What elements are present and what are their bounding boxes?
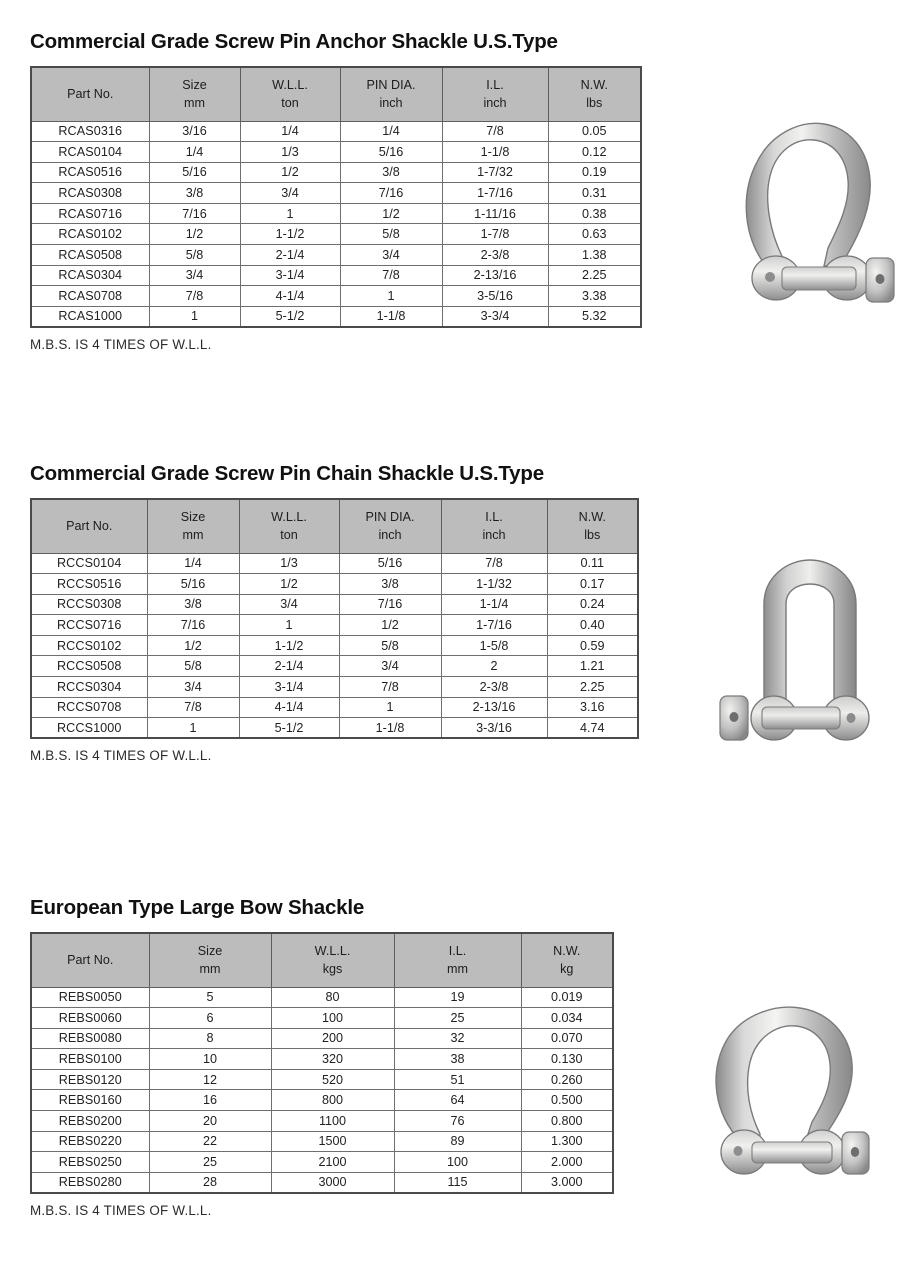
column-header-nw: N.W. lbs [548,67,641,121]
table-cell: 5/16 [149,162,240,183]
table-cell: 7/16 [147,615,239,636]
table-cell: 3/4 [147,677,239,698]
table-cell: 1100 [271,1111,394,1132]
table-cell: 1500 [271,1131,394,1152]
table-cell: 0.019 [521,987,613,1008]
table-cell: 1-1/8 [442,142,548,163]
table-cell: 51 [394,1069,521,1090]
anchor-shackle-photo [704,88,904,313]
table-cell: REBS0280 [31,1172,149,1193]
column-header-wll: W.L.L. ton [239,499,339,553]
section-title: European Type Large Bow Shackle [30,896,365,919]
table-cell: 6 [149,1008,271,1029]
table-cell: 1/2 [147,635,239,656]
table-cell: 1/3 [239,553,339,574]
table-row [31,1028,613,1049]
table-row [31,183,641,204]
table-cell: 3-3/16 [441,718,547,739]
table-row [31,1049,613,1070]
table-cell: RCAS0316 [31,121,149,142]
table-cell: RCAS0708 [31,286,149,307]
table-cell: 2-3/8 [442,245,548,266]
table-cell: REBS0100 [31,1049,149,1070]
table-cell: 0.034 [521,1008,613,1029]
table-cell: 1-7/16 [441,615,547,636]
table-cell: 1/2 [339,615,441,636]
table-cell: 2.25 [547,677,638,698]
table-cell: 4.74 [547,718,638,739]
table-cell: 0.38 [548,203,641,224]
table-cell: 800 [271,1090,394,1111]
table-cell: 1/4 [147,553,239,574]
table-cell: REBS0120 [31,1069,149,1090]
table-cell: 1.300 [521,1131,613,1152]
table-cell: 32 [394,1028,521,1049]
column-header-nw: N.W. kg [521,933,613,987]
table-row [31,121,641,142]
table-footnote: M.B.S. IS 4 TIMES OF W.L.L. [30,336,212,352]
table-cell: 3/8 [147,594,239,615]
table-cell: 5/8 [149,245,240,266]
table-cell: RCCS0304 [31,677,147,698]
section-title: Commercial Grade Screw Pin Anchor Shackle U.S.Type [30,30,558,53]
table-cell: REBS0060 [31,1008,149,1029]
table-cell: 5 [149,987,271,1008]
table-row [31,306,641,327]
table-cell: 20 [149,1111,271,1132]
table-cell: 1 [239,615,339,636]
table-cell: 7/8 [340,265,442,286]
table-cell: 7/8 [147,697,239,718]
column-header-size: Size mm [147,499,239,553]
table-cell: 7/8 [442,121,548,142]
table-cell: 7/8 [149,286,240,307]
table-cell: 3/4 [240,183,340,204]
table-cell: 5/16 [339,553,441,574]
table-cell: RCAS0104 [31,142,149,163]
table-cell: 2.000 [521,1152,613,1173]
table-cell: 2 [441,656,547,677]
table-row [31,224,641,245]
table-cell: 0.500 [521,1090,613,1111]
table-row [31,1008,613,1029]
table-cell: 0.31 [548,183,641,204]
table-row [31,1069,613,1090]
table-cell: 64 [394,1090,521,1111]
table-cell: 3/4 [149,265,240,286]
table-cell: 5/8 [147,656,239,677]
column-header-il: I.L. inch [442,67,548,121]
table-row [31,1090,613,1111]
table-cell: REBS0200 [31,1111,149,1132]
table-cell: 1.38 [548,245,641,266]
table-row [31,203,641,224]
table-cell: 38 [394,1049,521,1070]
table-row [31,162,641,183]
table-cell: 3/8 [340,162,442,183]
table-row [31,677,638,698]
table-cell: RCCS0508 [31,656,147,677]
large-bow-shackle-photo [694,1004,906,1189]
table-cell: 4-1/4 [240,286,340,307]
table-cell: RCCS0716 [31,615,147,636]
column-header-wll: W.L.L. ton [240,67,340,121]
column-header-pin-dia: PIN DIA. inch [340,67,442,121]
table-cell: 12 [149,1069,271,1090]
table-cell: 3.000 [521,1172,613,1193]
table-cell: REBS0080 [31,1028,149,1049]
table-cell: RCCS0308 [31,594,147,615]
table-cell: 1-1/2 [240,224,340,245]
table-cell: RCAS0508 [31,245,149,266]
table-row [31,553,638,574]
table-cell: 1-7/8 [442,224,548,245]
table-cell: 0.070 [521,1028,613,1049]
table-cell: 2-1/4 [239,656,339,677]
table-cell: RCAS0716 [31,203,149,224]
spec-table-large-bow-shackle [30,932,614,1194]
table-cell: 1/2 [239,574,339,595]
table-cell: 5/8 [339,635,441,656]
table-cell: 3/4 [340,245,442,266]
table-cell: 520 [271,1069,394,1090]
column-header-wll: W.L.L. kgs [271,933,394,987]
table-cell: 1-1/8 [340,306,442,327]
table-body [31,121,641,327]
table-cell: 7/16 [149,203,240,224]
table-row [31,656,638,677]
table-cell: 3-5/16 [442,286,548,307]
table-cell: 0.63 [548,224,641,245]
table-cell: RCCS0104 [31,553,147,574]
table-row [31,1172,613,1193]
table-row [31,265,641,286]
table-cell: 10 [149,1049,271,1070]
table-cell: 3.38 [548,286,641,307]
table-cell: REBS0250 [31,1152,149,1173]
column-header-size: Size mm [149,933,271,987]
table-row [31,635,638,656]
table-cell: 5/16 [147,574,239,595]
table-header-row [31,67,641,121]
table-cell: RCCS0102 [31,635,147,656]
table-cell: 1 [340,286,442,307]
table-cell: 2-13/16 [442,265,548,286]
table-cell: 1 [149,306,240,327]
table-row [31,574,638,595]
table-cell: 0.12 [548,142,641,163]
table-cell: 1/2 [240,162,340,183]
table-cell: RCAS0516 [31,162,149,183]
table-cell: 320 [271,1049,394,1070]
table-cell: 1/4 [149,142,240,163]
table-cell: 0.24 [547,594,638,615]
table-cell: RCAS0308 [31,183,149,204]
table-cell: 100 [271,1008,394,1029]
column-header-part-no: Part No. [31,933,149,987]
column-header-size: Size mm [149,67,240,121]
table-cell: 5.32 [548,306,641,327]
table-cell: 0.05 [548,121,641,142]
column-header-nw: N.W. lbs [547,499,638,553]
table-cell: 89 [394,1131,521,1152]
table-cell: 1.21 [547,656,638,677]
table-cell: RCAS0102 [31,224,149,245]
table-cell: 3/4 [239,594,339,615]
section-title: Commercial Grade Screw Pin Chain Shackle U.S.Type [30,462,544,485]
table-cell: 5/8 [340,224,442,245]
table-cell: 3-1/4 [239,677,339,698]
table-cell: 2100 [271,1152,394,1173]
column-header-il: I.L. mm [394,933,521,987]
table-cell: 1/2 [340,203,442,224]
table-cell: 8 [149,1028,271,1049]
table-cell: 200 [271,1028,394,1049]
table-cell: REBS0050 [31,987,149,1008]
table-cell: 0.260 [521,1069,613,1090]
table-cell: 0.17 [547,574,638,595]
table-cell: 1-1/32 [441,574,547,595]
table-cell: 100 [394,1152,521,1173]
table-cell: 1-7/32 [442,162,548,183]
table-cell: 7/8 [339,677,441,698]
table-cell: 25 [394,1008,521,1029]
table-cell: 19 [394,987,521,1008]
table-cell: 5-1/2 [240,306,340,327]
table-cell: 1-1/8 [339,718,441,739]
table-cell: 115 [394,1172,521,1193]
table-cell: 7/16 [340,183,442,204]
table-cell: 0.59 [547,635,638,656]
table-cell: 1-5/8 [441,635,547,656]
table-cell: 2-13/16 [441,697,547,718]
table-body [31,553,638,738]
table-cell: 3.16 [547,697,638,718]
table-cell: 2-1/4 [240,245,340,266]
table-row [31,1111,613,1132]
table-cell: 1 [339,697,441,718]
table-cell: 80 [271,987,394,1008]
table-cell: RCCS0516 [31,574,147,595]
table-cell: 0.19 [548,162,641,183]
table-row [31,286,641,307]
table-cell: 25 [149,1152,271,1173]
table-row [31,987,613,1008]
table-cell: 1/4 [340,121,442,142]
table-cell: 3000 [271,1172,394,1193]
table-cell: 3-1/4 [240,265,340,286]
table-row [31,245,641,266]
table-cell: 0.130 [521,1049,613,1070]
table-cell: 1 [147,718,239,739]
table-cell: 5/16 [340,142,442,163]
table-row [31,1152,613,1173]
table-row [31,697,638,718]
table-row [31,718,638,739]
table-cell: 0.40 [547,615,638,636]
table-cell: 5-1/2 [239,718,339,739]
table-cell: 0.11 [547,553,638,574]
table-cell: 1 [240,203,340,224]
column-header-pin-dia: PIN DIA. inch [339,499,441,553]
table-cell: REBS0160 [31,1090,149,1111]
table-cell: 3/8 [149,183,240,204]
table-cell: 16 [149,1090,271,1111]
table-cell: 28 [149,1172,271,1193]
table-cell: REBS0220 [31,1131,149,1152]
table-cell: 1/3 [240,142,340,163]
table-cell: 3/8 [339,574,441,595]
table-cell: 7/16 [339,594,441,615]
table-cell: 1/2 [149,224,240,245]
table-cell: 4-1/4 [239,697,339,718]
column-header-part-no: Part No. [31,499,147,553]
table-cell: RCCS1000 [31,718,147,739]
table-cell: 3/16 [149,121,240,142]
table-cell: 0.800 [521,1111,613,1132]
table-cell: 1-11/16 [442,203,548,224]
table-cell: 3/4 [339,656,441,677]
table-cell: 22 [149,1131,271,1152]
table-cell: 7/8 [441,553,547,574]
column-header-il: I.L. inch [441,499,547,553]
table-row [31,1131,613,1152]
table-footnote: M.B.S. IS 4 TIMES OF W.L.L. [30,748,212,764]
table-row [31,615,638,636]
table-cell: 1-1/4 [441,594,547,615]
table-cell: 1/4 [240,121,340,142]
table-cell: RCCS0708 [31,697,147,718]
table-body [31,987,613,1193]
spec-table-anchor-shackle [30,66,642,328]
table-cell: 76 [394,1111,521,1132]
column-header-part-no: Part No. [31,67,149,121]
table-cell: RCAS0304 [31,265,149,286]
table-cell: RCAS1000 [31,306,149,327]
chain-shackle-photo [706,546,906,758]
table-row [31,142,641,163]
table-header-row [31,499,638,553]
table-header-row [31,933,613,987]
spec-table-chain-shackle [30,498,639,739]
table-cell: 2.25 [548,265,641,286]
table-cell: 1-1/2 [239,635,339,656]
table-cell: 2-3/8 [441,677,547,698]
table-cell: 1-7/16 [442,183,548,204]
table-footnote: M.B.S. IS 4 TIMES OF W.L.L. [30,1202,212,1218]
table-cell: 3-3/4 [442,306,548,327]
table-row [31,594,638,615]
